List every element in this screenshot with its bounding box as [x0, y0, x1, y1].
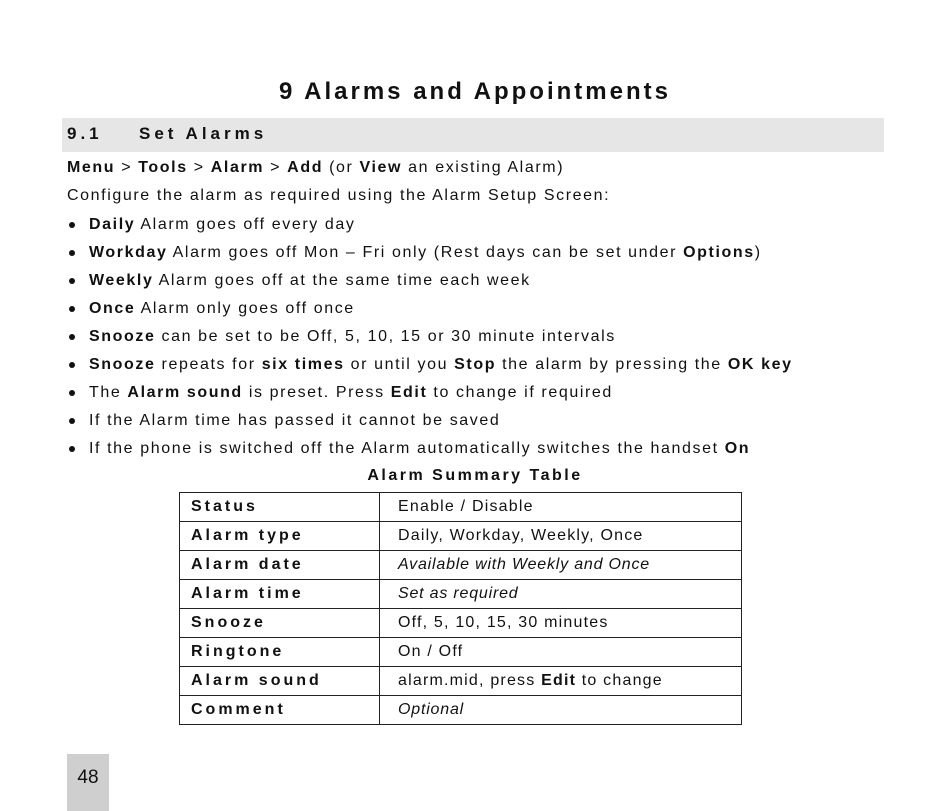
menu-path-add: Add: [287, 159, 324, 176]
table-value-cell: Set as required: [380, 580, 742, 609]
table-row: [180, 638, 742, 667]
bullet-icon: [69, 390, 75, 396]
bullet-icon: [69, 446, 75, 452]
menu-path-separator: >: [264, 159, 288, 176]
menu-path-separator: >: [115, 159, 139, 176]
table-value-cell: Optional: [380, 696, 742, 725]
table-row: [180, 696, 742, 725]
table-key-cell: Alarm sound: [180, 667, 380, 696]
table-key-cell: Snooze: [180, 609, 380, 638]
section-header-bar: [62, 118, 884, 152]
table-value-cell: On / Off: [380, 638, 742, 667]
bullet-icon: [69, 334, 75, 340]
bullet-icon: [69, 278, 75, 284]
table-key-cell: Status: [180, 493, 380, 522]
table-value-cell: Off, 5, 10, 15, 30 minutes: [380, 609, 742, 638]
table-caption: Alarm Summary Table: [367, 467, 583, 484]
list-item-weekly: Weekly Alarm goes off at the same time each week: [67, 270, 793, 298]
table-value-cell: Enable / Disable: [380, 493, 742, 522]
list-item-time-passed: If the Alarm time has passed it cannot be saved: [67, 410, 793, 438]
list-item-workday: Workday Alarm goes off Mon – Fri only (Rest days can be set under Options): [67, 242, 793, 270]
section-title: [67, 124, 267, 144]
menu-path-tools: Tools: [138, 159, 188, 176]
table-key-cell: Alarm type: [180, 522, 380, 551]
section-number: 9.1: [67, 124, 103, 143]
table-value-cell: Available with Weekly and Once: [380, 551, 742, 580]
bullet-icon: [69, 222, 75, 228]
menu-path-alarm: Alarm: [210, 159, 265, 176]
chapter-title: 9 Alarms and Appointments: [279, 78, 671, 105]
table-key-cell: Ringtone: [180, 638, 380, 667]
menu-path-or: (or: [323, 159, 360, 176]
intro-text: Configure the alarm as required using the Alarm Setup Screen:: [67, 187, 611, 204]
table-row: [180, 493, 742, 522]
alarm-notes-list: [67, 214, 793, 466]
table-key-cell: Comment: [180, 696, 380, 725]
table-value-cell: alarm.mid, press Edit to change: [380, 667, 742, 696]
bullet-icon: [69, 418, 75, 424]
bullet-icon: [69, 306, 75, 312]
menu-path-rest: an existing Alarm): [402, 159, 565, 176]
table-row: [180, 522, 742, 551]
list-item-switched-off: If the phone is switched off the Alarm automatically switches the handset On: [67, 438, 793, 466]
table-value-cell: Daily, Workday, Weekly, Once: [380, 522, 742, 551]
list-item-once: Once Alarm only goes off once: [67, 298, 793, 326]
page-number: 48: [67, 754, 109, 811]
bullet-icon: [69, 362, 75, 368]
list-item-daily: Daily Alarm goes off every day: [67, 214, 793, 242]
menu-path-separator: >: [187, 159, 211, 176]
table-key-cell: Alarm time: [180, 580, 380, 609]
section-name: Set Alarms: [139, 124, 268, 143]
alarm-summary-table: [179, 492, 742, 725]
list-item-alarm-sound: The Alarm sound is preset. Press Edit to change if required: [67, 382, 793, 410]
table-row: [180, 609, 742, 638]
menu-path-view: View: [359, 159, 403, 176]
table-row: [180, 580, 742, 609]
table-row: [180, 551, 742, 580]
table-row: [180, 667, 742, 696]
menu-path-menu: Menu: [67, 159, 116, 176]
list-item-snooze-repeat: Snooze repeats for six times or until you Stop the alarm by pressing the OK key: [67, 354, 793, 382]
menu-path: [67, 159, 564, 177]
bullet-icon: [69, 250, 75, 256]
list-item-snooze-set: Snooze can be set to be Off, 5, 10, 15 or 30 minute intervals: [67, 326, 793, 354]
table-key-cell: Alarm date: [180, 551, 380, 580]
